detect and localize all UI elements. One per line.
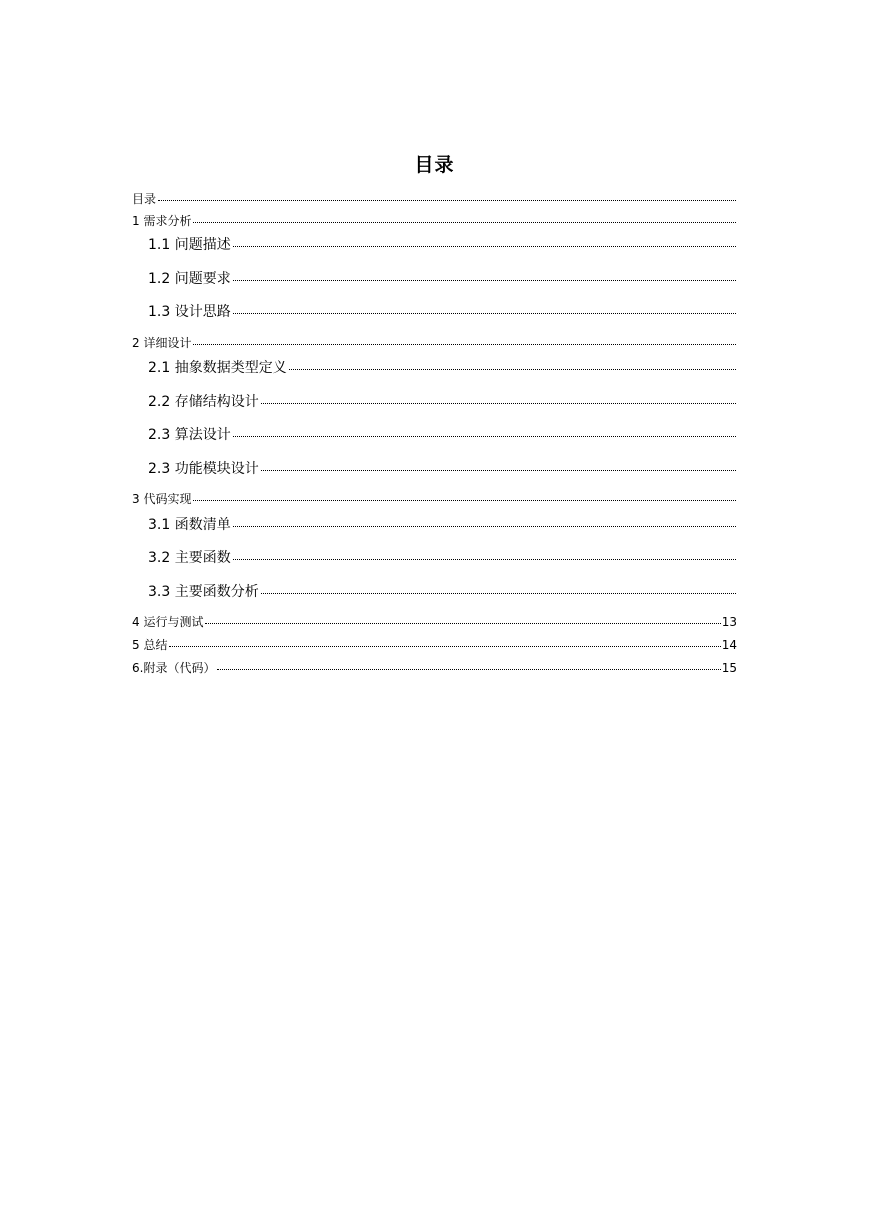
- toc-page-number: 14: [721, 638, 737, 652]
- toc-leader-dots: [205, 622, 720, 624]
- toc-leader-dots: [261, 469, 736, 471]
- toc-page-number: 15: [721, 661, 737, 675]
- toc-page-number: 13: [721, 615, 737, 629]
- toc-entry-label: 1.2 问题要求: [148, 271, 231, 287]
- toc-entry-label: 2.1 抽象数据类型定义: [148, 360, 287, 376]
- toc-entry[interactable]: [148, 424, 737, 444]
- toc-entry[interactable]: [132, 613, 737, 630]
- toc-leader-dots: [169, 645, 720, 647]
- toc-entry[interactable]: [148, 234, 737, 254]
- toc-leader-dots: [261, 592, 736, 594]
- toc-entry[interactable]: [148, 268, 737, 288]
- toc-leader-dots: [233, 525, 736, 527]
- toc-entry-label: 2 详细设计: [132, 336, 192, 350]
- toc-entry-label: 5 总结: [132, 638, 168, 652]
- toc-entry-label: 目录: [132, 192, 157, 206]
- toc-entry[interactable]: [132, 212, 737, 229]
- toc-entry-label: 3.3 主要函数分析: [148, 584, 259, 600]
- toc-leader-dots: [217, 668, 720, 670]
- toc-leader-dots: [233, 435, 736, 437]
- toc-entry-label: 4 运行与测试: [132, 615, 204, 629]
- toc-leader-dots: [233, 558, 736, 560]
- toc-entry[interactable]: [148, 391, 737, 411]
- toc-title: 目录: [414, 154, 455, 176]
- toc-leader-dots: [233, 245, 736, 247]
- toc-entry[interactable]: [148, 547, 737, 567]
- toc-leader-dots: [261, 402, 736, 404]
- toc-entry[interactable]: [132, 490, 737, 507]
- toc-entry-label: 1 需求分析: [132, 214, 192, 228]
- toc-entry[interactable]: [132, 334, 737, 351]
- toc-entry[interactable]: [148, 581, 737, 601]
- toc-entry-label: 2.3 算法设计: [148, 427, 231, 443]
- toc-leader-dots: [193, 499, 736, 501]
- toc-entry-label: 1.1 问题描述: [148, 237, 231, 253]
- toc-entry[interactable]: [132, 636, 737, 653]
- toc-entry-label: 6.附录（代码）: [132, 661, 216, 675]
- toc-entry[interactable]: [148, 458, 737, 478]
- toc-entry[interactable]: [132, 190, 737, 207]
- toc-entry-label: 2.2 存储结构设计: [148, 394, 259, 410]
- toc-entry[interactable]: [148, 514, 737, 534]
- toc-entry-label: 2.3 功能模块设计: [148, 461, 259, 477]
- toc-leader-dots: [158, 199, 736, 201]
- toc-entry-label: 3 代码实现: [132, 492, 192, 506]
- toc-entry-label: 1.3 设计思路: [148, 304, 231, 320]
- toc-entry[interactable]: [148, 301, 737, 321]
- toc-entry-label: 3.1 函数清单: [148, 517, 231, 533]
- toc-entry[interactable]: [132, 659, 737, 676]
- toc-leader-dots: [233, 312, 736, 314]
- toc-leader-dots: [193, 221, 736, 223]
- toc-entry[interactable]: [148, 357, 737, 377]
- toc-leader-dots: [233, 279, 736, 281]
- toc-entry-label: 3.2 主要函数: [148, 550, 231, 566]
- toc-leader-dots: [193, 343, 736, 345]
- toc-leader-dots: [289, 368, 736, 370]
